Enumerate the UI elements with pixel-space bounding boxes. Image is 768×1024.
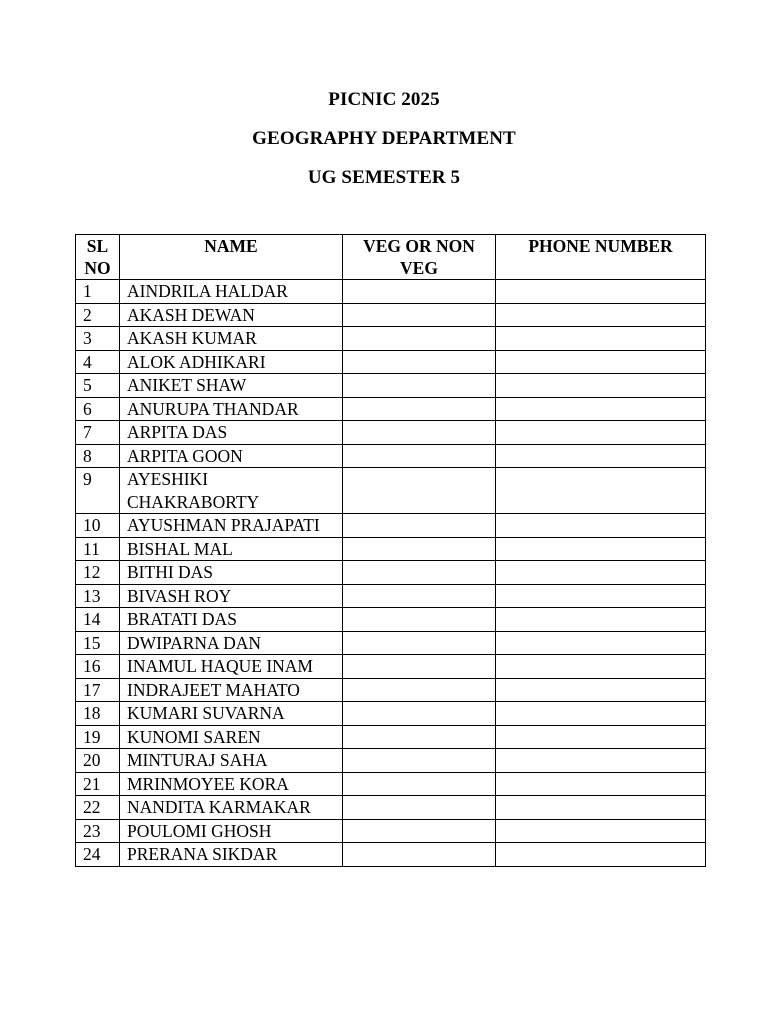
name-cell: PRERANA SIKDAR: [120, 843, 343, 867]
phone-number-cell: [496, 280, 706, 304]
name-cell: AYUSHMAN PRAJAPATI: [120, 514, 343, 538]
sl-no-cell: 15: [76, 631, 120, 655]
veg-choice-cell: [343, 350, 496, 374]
sl-no-cell: 7: [76, 421, 120, 445]
sl-no-cell: 22: [76, 796, 120, 820]
table-row: [76, 772, 706, 796]
table-row: [76, 796, 706, 820]
phone-number-cell: [496, 303, 706, 327]
veg-choice-cell: [343, 561, 496, 585]
name-cell: DWIPARNA DAN: [120, 631, 343, 655]
phone-number-cell: [496, 796, 706, 820]
name-cell: AKASH KUMAR: [120, 327, 343, 351]
sl-no-cell: 4: [76, 350, 120, 374]
header-phone-number: PHONE NUMBER: [496, 235, 706, 280]
name-cell: INAMUL HAQUE INAM: [120, 655, 343, 679]
table-body: [76, 280, 706, 867]
phone-number-cell: [496, 749, 706, 773]
table-row: [76, 374, 706, 398]
table-row: [76, 350, 706, 374]
veg-choice-cell: [343, 514, 496, 538]
table-row: [76, 631, 706, 655]
phone-number-cell: [496, 397, 706, 421]
phone-number-cell: [496, 843, 706, 867]
name-cell: BRATATI DAS: [120, 608, 343, 632]
phone-number-cell: [496, 584, 706, 608]
name-cell: KUNOMI SAREN: [120, 725, 343, 749]
table-row: [76, 725, 706, 749]
phone-number-cell: [496, 702, 706, 726]
name-cell: KUMARI SUVARNA: [120, 702, 343, 726]
sl-no-cell: 8: [76, 444, 120, 468]
sl-no-cell: 16: [76, 655, 120, 679]
name-cell: AKASH DEWAN: [120, 303, 343, 327]
veg-choice-cell: [343, 444, 496, 468]
sl-no-cell: 3: [76, 327, 120, 351]
sl-no-cell: 18: [76, 702, 120, 726]
header-veg-or-non-veg: VEG OR NON VEG: [343, 235, 496, 280]
sl-no-cell: 5: [76, 374, 120, 398]
document-title: PICNIC 2025: [328, 89, 440, 110]
table-row: [76, 584, 706, 608]
veg-choice-cell: [343, 678, 496, 702]
veg-choice-cell: [343, 608, 496, 632]
sl-no-cell: 1: [76, 280, 120, 304]
semester-heading: UG SEMESTER 5: [307, 167, 461, 188]
veg-choice-cell: [343, 584, 496, 608]
table-row: [76, 749, 706, 773]
name-cell: AYESHIKI CHAKRABORTY: [120, 468, 343, 514]
veg-choice-cell: [343, 468, 496, 514]
veg-choice-cell: [343, 725, 496, 749]
name-cell: NANDITA KARMAKAR: [120, 796, 343, 820]
table-header-row: [76, 235, 706, 280]
name-cell: BISHAL MAL: [120, 537, 343, 561]
table-row: [76, 608, 706, 632]
phone-number-cell: [496, 608, 706, 632]
phone-number-cell: [496, 561, 706, 585]
veg-choice-cell: [343, 374, 496, 398]
name-cell: BITHI DAS: [120, 561, 343, 585]
sl-no-cell: 13: [76, 584, 120, 608]
sl-no-cell: 2: [76, 303, 120, 327]
sl-no-cell: 24: [76, 843, 120, 867]
table-row: [76, 280, 706, 304]
phone-number-cell: [496, 514, 706, 538]
table-row: [76, 421, 706, 445]
veg-choice-cell: [343, 537, 496, 561]
sl-no-cell: 14: [76, 608, 120, 632]
veg-choice-cell: [343, 327, 496, 351]
phone-number-cell: [496, 350, 706, 374]
veg-choice-cell: [343, 772, 496, 796]
veg-choice-cell: [343, 819, 496, 843]
name-cell: MINTURAJ SAHA: [120, 749, 343, 773]
veg-choice-cell: [343, 749, 496, 773]
table-row: [76, 702, 706, 726]
name-cell: ANIKET SHAW: [120, 374, 343, 398]
name-cell: POULOMI GHOSH: [120, 819, 343, 843]
veg-choice-cell: [343, 397, 496, 421]
table-row: [76, 678, 706, 702]
table-row: [76, 397, 706, 421]
name-cell: ARPITA GOON: [120, 444, 343, 468]
table-row: [76, 537, 706, 561]
department-heading: GEOGRAPHY DEPARTMENT: [252, 128, 516, 149]
phone-number-cell: [496, 678, 706, 702]
table-row: [76, 843, 706, 867]
veg-choice-cell: [343, 702, 496, 726]
name-cell: BIVASH ROY: [120, 584, 343, 608]
table-row: [76, 514, 706, 538]
table-row: [76, 819, 706, 843]
table-row: [76, 655, 706, 679]
veg-choice-cell: [343, 421, 496, 445]
phone-number-cell: [496, 772, 706, 796]
table-row: [76, 303, 706, 327]
veg-choice-cell: [343, 655, 496, 679]
sl-no-cell: 19: [76, 725, 120, 749]
phone-number-cell: [496, 327, 706, 351]
table-row: [76, 444, 706, 468]
table-row: [76, 561, 706, 585]
phone-number-cell: [496, 631, 706, 655]
student-roster-table: [75, 234, 706, 867]
veg-choice-cell: [343, 280, 496, 304]
phone-number-cell: [496, 537, 706, 561]
header-sl-no: SL NO: [76, 235, 120, 280]
table-row: [76, 327, 706, 351]
phone-number-cell: [496, 725, 706, 749]
name-cell: AINDRILA HALDAR: [120, 280, 343, 304]
sl-no-cell: 17: [76, 678, 120, 702]
name-cell: MRINMOYEE KORA: [120, 772, 343, 796]
name-cell: INDRAJEET MAHATO: [120, 678, 343, 702]
table-row: [76, 468, 706, 514]
veg-choice-cell: [343, 843, 496, 867]
phone-number-cell: [496, 444, 706, 468]
sl-no-cell: 10: [76, 514, 120, 538]
phone-number-cell: [496, 374, 706, 398]
veg-choice-cell: [343, 303, 496, 327]
veg-choice-cell: [343, 796, 496, 820]
phone-number-cell: [496, 421, 706, 445]
sl-no-cell: 23: [76, 819, 120, 843]
sl-no-cell: 20: [76, 749, 120, 773]
name-cell: ARPITA DAS: [120, 421, 343, 445]
header-name: NAME: [120, 235, 343, 280]
sl-no-cell: 6: [76, 397, 120, 421]
sl-no-cell: 11: [76, 537, 120, 561]
phone-number-cell: [496, 655, 706, 679]
veg-choice-cell: [343, 631, 496, 655]
name-cell: ALOK ADHIKARI: [120, 350, 343, 374]
sl-no-cell: 9: [76, 468, 120, 514]
sl-no-cell: 21: [76, 772, 120, 796]
sl-no-cell: 12: [76, 561, 120, 585]
phone-number-cell: [496, 468, 706, 514]
name-cell: ANURUPA THANDAR: [120, 397, 343, 421]
phone-number-cell: [496, 819, 706, 843]
